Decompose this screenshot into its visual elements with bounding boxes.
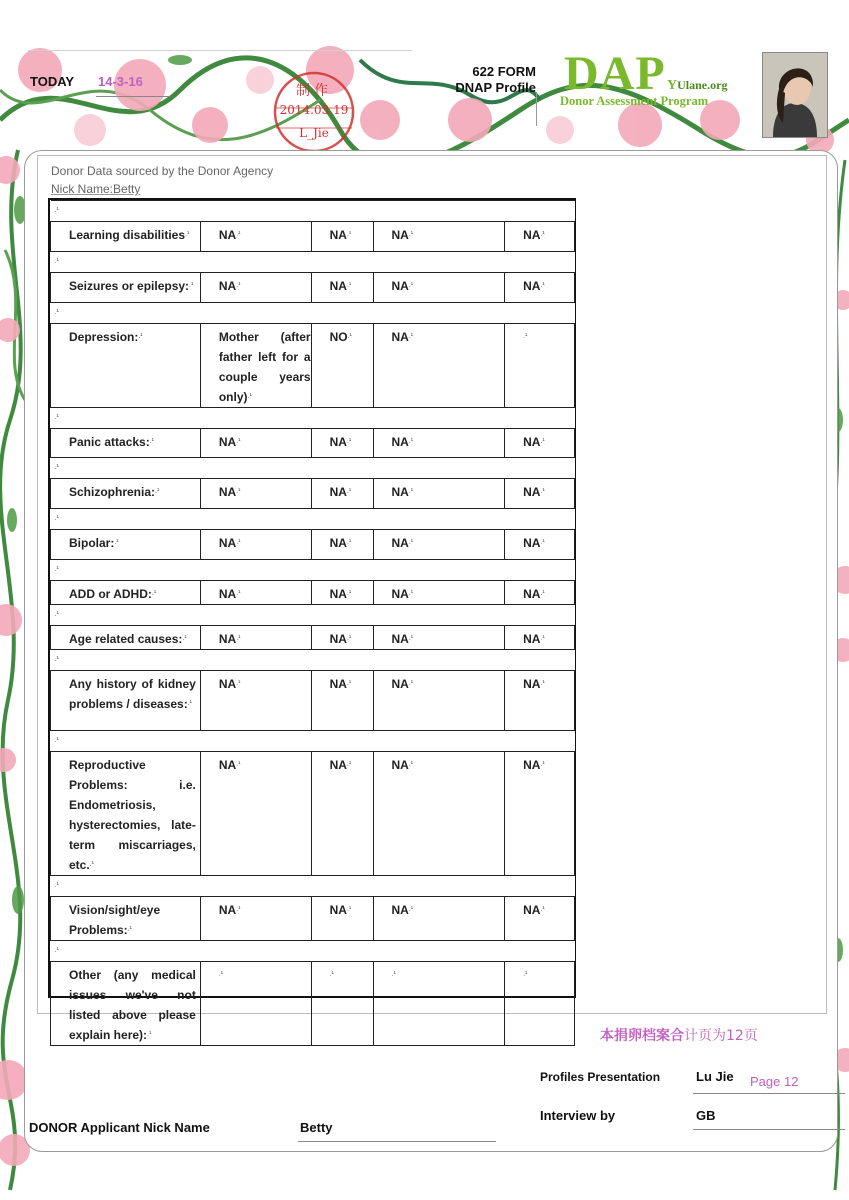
header-divider bbox=[536, 92, 537, 126]
value-text: NA bbox=[218, 587, 237, 601]
value-text: NA bbox=[391, 536, 409, 550]
interview-by-label: Interview by bbox=[540, 1108, 616, 1123]
table-row bbox=[51, 324, 575, 408]
value-text: NA bbox=[523, 758, 541, 772]
value-text: NA bbox=[329, 587, 347, 601]
value-cell: $NA^{.^1}$ bbox=[200, 479, 311, 509]
value-cell: $NA^{.^1}$ bbox=[505, 626, 575, 650]
table-spacer-row: .¹ bbox=[51, 201, 575, 222]
value-text: NA bbox=[391, 485, 409, 499]
value-text: NA bbox=[218, 903, 237, 917]
value-cell: $NA^{.^1}$ bbox=[373, 626, 505, 650]
value-cell: $NA^{.^1}$ bbox=[373, 752, 505, 876]
table-spacer-row: .¹ bbox=[51, 731, 575, 752]
health-history-table-frame bbox=[48, 198, 576, 1042]
condition-text: Reproductive Problems: i.e. Endometriosis, hysterectomies, late-term miscarriages, etc. bbox=[69, 758, 196, 872]
dap-site-y: Y bbox=[667, 78, 678, 93]
value-cell: $NA^{.^1}$ bbox=[373, 273, 505, 303]
value-cell: $NA^{.^1}$ bbox=[505, 671, 575, 731]
profiles-underline bbox=[693, 1093, 845, 1094]
donor-nick-name-value: Betty bbox=[300, 1120, 333, 1135]
table-spacer-row: .¹ bbox=[51, 252, 575, 273]
table-spacer-row: .¹ bbox=[51, 509, 575, 530]
donor-nick-name-label: DONOR Applicant Nick Name bbox=[29, 1120, 210, 1135]
value-cell: $NA^{.^1}$ bbox=[373, 581, 505, 605]
value-cell: $NA^{.^1}$ bbox=[311, 626, 373, 650]
value-text: Mother (after father left for a couple years only) bbox=[218, 330, 311, 404]
value-cell: $NA^{.^1}$ bbox=[200, 671, 311, 731]
form-number: 622 FORM bbox=[472, 64, 536, 79]
today-label: TODAY bbox=[30, 74, 75, 89]
value-cell: $NA^{.^1}$ bbox=[505, 897, 575, 941]
value-cell: $NA^{.^1}$ bbox=[311, 897, 373, 941]
value-cell: $NA^{.^1}$ bbox=[505, 273, 575, 303]
today-underline bbox=[96, 96, 170, 97]
condition-cell: Learning disabilities$^{.^1}$ bbox=[51, 222, 201, 252]
value-text: NA bbox=[523, 903, 541, 917]
value-text: NO bbox=[329, 330, 348, 344]
table-spacer-row: .¹ bbox=[51, 605, 575, 626]
table-spacer-row: .¹ bbox=[51, 560, 575, 581]
source-line: Donor Data sourced by the Donor Agency bbox=[51, 164, 274, 178]
table-spacer-row: .¹ bbox=[51, 408, 575, 429]
value-text: NA bbox=[329, 228, 347, 242]
condition-cell: Other (any medical issues we've not listed above please explain here):$^{.^1}$ bbox=[51, 962, 201, 1046]
value-cell: $NA^{.^1}$ bbox=[505, 581, 575, 605]
value-text: NA bbox=[218, 536, 237, 550]
table-row bbox=[51, 752, 575, 876]
dap-site-rest: Ulane.org bbox=[677, 78, 728, 92]
condition-cell: Any history of kidney problems / diseases:$^{.^1}$ bbox=[51, 671, 201, 731]
value-text: NA bbox=[329, 632, 347, 646]
condition-cell: Panic attacks:$^{.^1}$ bbox=[51, 429, 201, 458]
form-subtitle: DNAP Profile bbox=[455, 80, 536, 95]
table-row bbox=[51, 530, 575, 560]
value-text: NA bbox=[523, 677, 541, 691]
page-count-note bbox=[600, 1025, 758, 1045]
table-row bbox=[51, 581, 575, 605]
value-text: NA bbox=[329, 758, 347, 772]
table-spacer-row: .¹ bbox=[51, 303, 575, 324]
value-text: NA bbox=[391, 330, 409, 344]
value-cell: .¹ bbox=[505, 324, 575, 408]
value-cell: $NA^{.^1}$ bbox=[311, 273, 373, 303]
value-text: NA bbox=[391, 677, 409, 691]
value-cell: $NA^{.^1}$ bbox=[505, 479, 575, 509]
value-cell: $NA^{.^1}$ bbox=[311, 429, 373, 458]
table-row bbox=[51, 897, 575, 941]
value-text: NA bbox=[329, 677, 347, 691]
value-text: NA bbox=[523, 632, 541, 646]
value-text: NA bbox=[329, 903, 347, 917]
condition-cell: Seizures or epilepsy:$^{.^1}$ bbox=[51, 273, 201, 303]
value-cell: $NA^{.^1}$ bbox=[200, 429, 311, 458]
value-cell: $NA^{.^1}$ bbox=[200, 752, 311, 876]
condition-cell: ADD or ADHD:$^{.^1}$ bbox=[51, 581, 201, 605]
value-text: NA bbox=[391, 758, 409, 772]
condition-text: Other (any medical issues we've not listed above please explain here): bbox=[69, 968, 196, 1042]
table-row bbox=[51, 671, 575, 731]
condition-text: Any history of kidney problems / diseases: bbox=[69, 677, 196, 711]
value-cell: $NA^{.^1}$ bbox=[505, 530, 575, 560]
stamp-date: 2014.03.19 bbox=[279, 103, 349, 117]
form-title bbox=[455, 64, 536, 96]
table-row bbox=[51, 222, 575, 252]
health-history-table bbox=[50, 200, 575, 1046]
value-cell: $NA^{.^1}$ bbox=[311, 752, 373, 876]
value-text: NA bbox=[329, 279, 347, 293]
donor-photo bbox=[762, 52, 828, 138]
condition-text: Depression: bbox=[69, 330, 139, 344]
value-text: NA bbox=[523, 587, 541, 601]
profiles-presentation-value: Lu Jie bbox=[696, 1069, 734, 1084]
value-text: NA bbox=[523, 536, 541, 550]
dap-subtitle: Donor Assessment Program bbox=[560, 94, 709, 108]
page-number: Page 12 bbox=[750, 1074, 799, 1089]
value-cell: $NO^{.^1}$ bbox=[311, 324, 373, 408]
value-text: NA bbox=[218, 632, 237, 646]
interview-underline bbox=[693, 1129, 845, 1130]
dap-site bbox=[667, 78, 727, 94]
condition-cell: Schizophrenia:$^{.^1}$ bbox=[51, 479, 201, 509]
table-spacer-row: .¹ bbox=[51, 941, 575, 962]
condition-cell: Age related causes:$^{.^1}$ bbox=[51, 626, 201, 650]
value-text: NA bbox=[218, 228, 237, 242]
condition-text: Learning disabilities bbox=[69, 228, 186, 242]
value-cell: $NA^{.^1}$ bbox=[311, 222, 373, 252]
value-cell: $NA^{.^1}$ bbox=[200, 222, 311, 252]
value-text: NA bbox=[523, 228, 541, 242]
value-text: NA bbox=[218, 279, 237, 293]
table-row bbox=[51, 429, 575, 458]
value-text: NA bbox=[218, 485, 237, 499]
value-text: NA bbox=[523, 279, 541, 293]
value-cell: $NA^{.^1}$ bbox=[373, 671, 505, 731]
condition-text: Vision/sight/eye Problems: bbox=[69, 903, 161, 937]
value-cell: $NA^{.^1}$ bbox=[200, 530, 311, 560]
donor-photo-image bbox=[763, 53, 827, 137]
value-cell: .¹ bbox=[311, 962, 373, 1046]
value-cell: $NA^{.^1}$ bbox=[311, 479, 373, 509]
condition-text: Schizophrenia: bbox=[69, 485, 156, 499]
value-cell: $NA^{.^1}$ bbox=[311, 530, 373, 560]
value-cell: $NA^{.^1}$ bbox=[311, 581, 373, 605]
condition-cell: Vision/sight/eye Problems:$^{.^1}$ bbox=[51, 897, 201, 941]
value-text: NA bbox=[329, 435, 347, 449]
value-text: NA bbox=[218, 677, 237, 691]
value-text: NA bbox=[329, 485, 347, 499]
donor-underline bbox=[298, 1141, 496, 1142]
value-cell: $NA^{.^1}$ bbox=[373, 897, 505, 941]
value-text: NA bbox=[391, 279, 409, 293]
value-text: NA bbox=[523, 485, 541, 499]
interview-by-value: GB bbox=[696, 1108, 716, 1123]
table-spacer-row: .¹ bbox=[51, 458, 575, 479]
table-row bbox=[51, 962, 575, 1046]
table-spacer-row: .¹ bbox=[51, 876, 575, 897]
value-text: NA bbox=[391, 587, 409, 601]
stamp-title: 制作 bbox=[296, 83, 332, 99]
value-text: NA bbox=[391, 435, 409, 449]
condition-text: ADD or ADHD: bbox=[69, 587, 152, 601]
value-text: NA bbox=[523, 435, 541, 449]
value-cell: .¹ bbox=[505, 962, 575, 1046]
condition-cell: Bipolar:$^{.^1}$ bbox=[51, 530, 201, 560]
dap-logo: DAP bbox=[564, 47, 666, 100]
value-text: NA bbox=[329, 536, 347, 550]
value-cell: $NA^{.^1}$ bbox=[311, 671, 373, 731]
value-text: NA bbox=[391, 228, 409, 242]
stamp-name: L_Jie bbox=[299, 126, 329, 140]
nick-name-line: Nick Name:Betty bbox=[51, 182, 141, 196]
value-cell: $NA^{.^1}$ bbox=[373, 324, 505, 408]
condition-text: Age related causes: bbox=[69, 632, 183, 646]
value-text: NA bbox=[218, 758, 237, 772]
value-cell: $NA^{.^1}$ bbox=[373, 530, 505, 560]
value-cell: .¹ bbox=[373, 962, 505, 1046]
top-rule bbox=[28, 50, 412, 51]
value-cell: .¹ bbox=[200, 962, 311, 1046]
value-cell: $NA^{.^1}$ bbox=[200, 273, 311, 303]
profiles-presentation-label: Profiles Presentation bbox=[540, 1070, 661, 1084]
value-cell: $NA^{.^1}$ bbox=[373, 222, 505, 252]
page-count-note-bold: 本捐卵档案合 bbox=[600, 1028, 684, 1044]
value-cell: $NA^{.^1}$ bbox=[505, 752, 575, 876]
value-text: NA bbox=[218, 435, 237, 449]
value-cell: $NA^{.^1}$ bbox=[505, 222, 575, 252]
table-row bbox=[51, 273, 575, 303]
value-cell: $NA^{.^1}$ bbox=[373, 429, 505, 458]
condition-text: Bipolar: bbox=[69, 536, 115, 550]
value-cell: Mother (after father left for a couple years only)$^{.^1}$ bbox=[200, 324, 311, 408]
value-cell: $NA^{.^1}$ bbox=[505, 429, 575, 458]
condition-cell: Depression:$^{.^1}$ bbox=[51, 324, 201, 408]
today-value: 14-3-16 bbox=[98, 74, 143, 89]
value-text: NA bbox=[391, 903, 409, 917]
condition-text: Panic attacks: bbox=[69, 435, 150, 449]
page-count-note-rest: 计页为12页 bbox=[684, 1028, 758, 1044]
condition-cell: Reproductive Problems: i.e. Endometriosis, hysterectomies, late-term miscarriages, etc.$^{.^1}$ bbox=[51, 752, 201, 876]
value-cell: $NA^{.^1}$ bbox=[200, 626, 311, 650]
table-spacer-row: .¹ bbox=[51, 650, 575, 671]
value-text: NA bbox=[391, 632, 409, 646]
value-cell: $NA^{.^1}$ bbox=[373, 479, 505, 509]
table-row bbox=[51, 479, 575, 509]
value-cell: $NA^{.^1}$ bbox=[200, 581, 311, 605]
value-cell: $NA^{.^1}$ bbox=[200, 897, 311, 941]
table-row bbox=[51, 626, 575, 650]
condition-text: Seizures or epilepsy: bbox=[69, 279, 190, 293]
